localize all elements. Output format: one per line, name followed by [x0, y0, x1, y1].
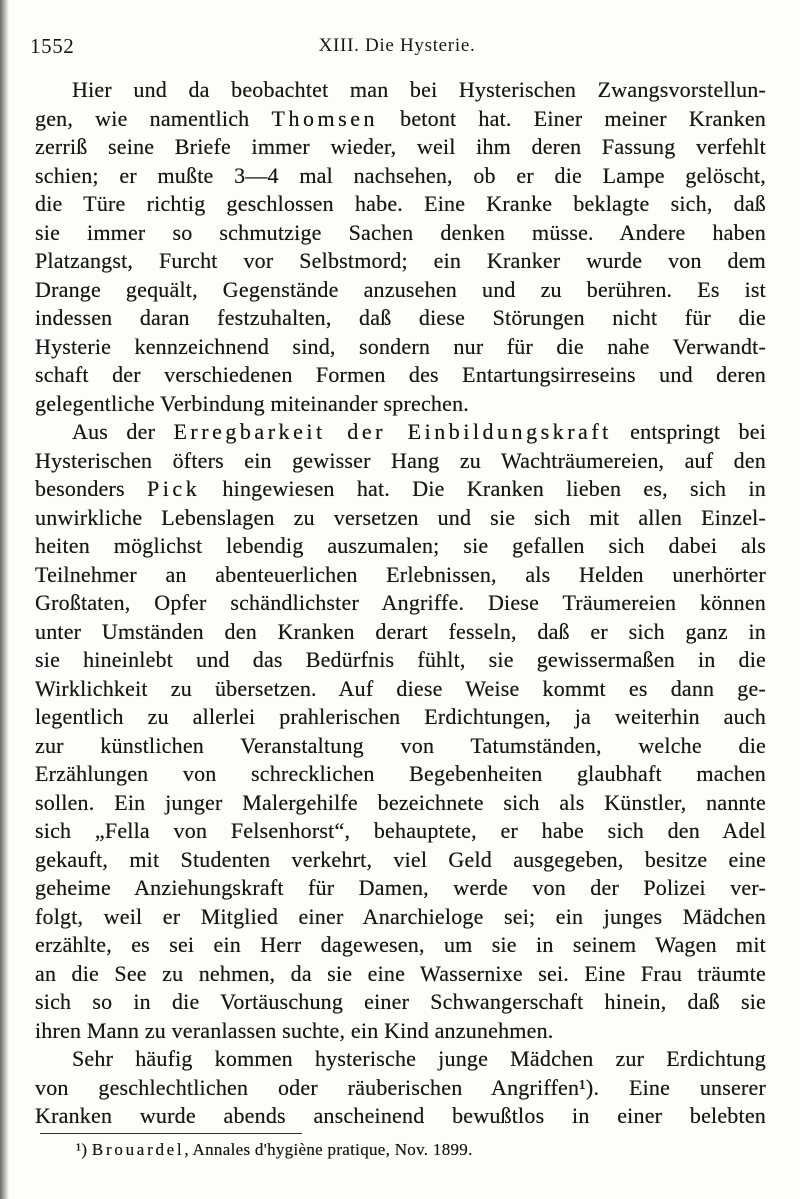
text-segment: unter Umständen den Kranken derart fesseln, daß er sich ganz in [35, 618, 766, 644]
text-line [35, 1045, 766, 1074]
text-line [35, 475, 766, 504]
text-segment: sollen. Ein junger Malergehilfe bezeichnete sich als Künstler, nannte [35, 789, 766, 815]
text-line [35, 532, 766, 561]
text-segment: Aus der [72, 419, 174, 444]
text-segment: Platzangst, Furcht vor Selbstmord; ein Kranker wurde von dem [35, 248, 766, 273]
text-line [35, 76, 766, 105]
text-segment: gen, wie namentlich [35, 105, 272, 131]
page-number: 1552 [30, 34, 75, 58]
text-segment: ihren Mann zu veranlassen suchte, ein Kind anzunehmen. [35, 1017, 554, 1043]
text-segment: Wirklichkeit zu übersetzen. Auf diese Weise kommt es dann ge- [35, 675, 766, 701]
text-segment: legentlich zu allerlei prahlerischen Erdichtungen, ja weiterhin auch [35, 704, 766, 729]
text-segment: zur künstlichen Veranstaltung von Tatumständen, welche die [35, 732, 766, 758]
running-title: XIII. Die Hysterie. [318, 35, 476, 56]
text-line [35, 646, 766, 675]
text-segment: gekauft, mit Studenten verkehrt, viel Geld ausgegeben, besitze eine [35, 846, 766, 872]
text-line [35, 1102, 766, 1131]
text-line [35, 760, 766, 789]
text-segment: betont hat. Einer meiner Kranken [378, 105, 766, 131]
text-segment: die Türe richtig geschlossen habe. Eine Kranke beklagte sich, daß [35, 191, 766, 216]
text-segment: an die See zu nehmen, da sie eine Wassernixe sei. Eine Frau träumte [35, 960, 766, 986]
text-segment: entspringt bei [611, 419, 766, 444]
text-segment: Drange gequält, Gegenstände anzusehen und zu berühren. Es ist [35, 276, 766, 302]
text-segment: Kranken wurde abends anscheinend bewußtlos in einer belebten [35, 1103, 766, 1128]
text-line [35, 846, 766, 875]
text-segment: hingewiesen hat. Die Kranken lieben es, sich in [200, 476, 766, 501]
text-segment: sich so in die Vortäuschung einer Schwangerschaft hinein, daß sie [35, 989, 766, 1014]
text-line [35, 133, 766, 162]
paragraph [35, 76, 766, 418]
text-line [35, 190, 766, 219]
text-line [35, 276, 766, 305]
text-segment: unwirkliche Lebenslagen zu versetzen und sie sich mit allen Einzel- [35, 504, 766, 530]
text-segment: Hysterie kennzeichnend sind, sondern nur für die nahe Verwandt- [35, 333, 766, 359]
text-segment: sie hineinlebt und das Bedürfnis fühlt, sie gewissermaßen in die [35, 647, 766, 672]
text-segment: folgt, weil er Mitglied einer Anarchieloge sei; ein junges Mädchen [35, 903, 766, 929]
text-segment: erzählte, es sei ein Herr dagewesen, um sie in seinem Wagen mit [35, 932, 766, 957]
text-segment: Hier und da beobachtet man bei Hysterischen Zwangsvorstellun- [72, 77, 766, 102]
text-segment: Teilnehmer an abenteuerlichen Erlebnissen, als Helden unerhörter [35, 561, 766, 587]
text-segment: Erzählungen von schrecklichen Begebenheiten glaubhaft machen [35, 761, 766, 786]
text-segment: von geschlechtlichen oder räuberischen Angriffen¹). Eine unserer [35, 1074, 766, 1100]
text-line [35, 903, 766, 932]
text-line [35, 390, 766, 419]
text-line [35, 162, 766, 191]
text-line [35, 418, 766, 447]
text-segment: gelegentliche Verbindung miteinander sprechen. [35, 390, 469, 416]
text-line [35, 618, 766, 647]
text-line [35, 219, 766, 248]
body-text [35, 76, 766, 1131]
text-segment: geheime Anziehungskraft für Damen, werde von der Polizei ver- [35, 875, 766, 900]
footnote [76, 1139, 766, 1161]
text-segment: sich „Fella von Felsenhorst“, behauptete, er habe sich den Adel [35, 818, 766, 843]
footnote-text: ¹) [76, 1140, 92, 1159]
text-line [35, 561, 766, 590]
text-line [35, 1017, 766, 1046]
text-line [35, 447, 766, 476]
text-line [35, 703, 766, 732]
text-segment: besonders [35, 476, 148, 501]
text-segment: indessen daran festzuhalten, daß diese Störungen nicht für die [35, 305, 766, 330]
spaced-emphasis: Erregbarkeit der Einbildungskraft [173, 419, 612, 444]
text-line [35, 333, 766, 362]
paragraph [35, 1045, 766, 1131]
spaced-emphasis: Thomsen [271, 105, 379, 131]
text-line [35, 304, 766, 333]
text-line [35, 874, 766, 903]
footnote-text: , Annales d'hygiène pratique, Nov. 1899. [184, 1140, 473, 1159]
text-line [35, 105, 766, 134]
text-line [35, 960, 766, 989]
text-segment: schaft der verschiedenen Formen des Entartungsirreseins und deren [35, 362, 766, 387]
text-line [35, 789, 766, 818]
footnote-divider [40, 1133, 302, 1134]
text-segment: zerriß seine Briefe immer wieder, weil ihm deren Fassung verfehlt [35, 134, 766, 159]
text-line [35, 361, 766, 390]
text-line [35, 247, 766, 276]
text-segment: heiten möglichst lebendig auszumalen; sie gefallen sich dabei als [35, 533, 766, 558]
paragraph [35, 418, 766, 1045]
footnote-author: Brouardel [91, 1140, 185, 1159]
text-line [35, 732, 766, 761]
text-segment: schien; er mußte 3—4 mal nachsehen, ob er die Lampe gelöscht, [35, 162, 766, 188]
text-line [35, 988, 766, 1017]
text-line [35, 1074, 766, 1103]
text-segment: Sehr häufig kommen hysterische junge Mädchen zur Erdichtung [72, 1046, 766, 1071]
text-segment: Hysterischen öfters ein gewisser Hang zu Wachträumereien, auf den [35, 447, 766, 473]
text-line [35, 589, 766, 618]
text-line [35, 504, 766, 533]
text-segment: sie immer so schmutzige Sachen denken müsse. Andere haben [35, 219, 766, 245]
scan-edge-shadow [0, 0, 9, 1199]
text-line [35, 675, 766, 704]
text-segment: Großtaten, Opfer schändlichster Angriffe. Diese Träumereien können [35, 590, 766, 615]
text-line [35, 817, 766, 846]
text-line [35, 931, 766, 960]
spaced-emphasis: Pick [147, 476, 201, 501]
